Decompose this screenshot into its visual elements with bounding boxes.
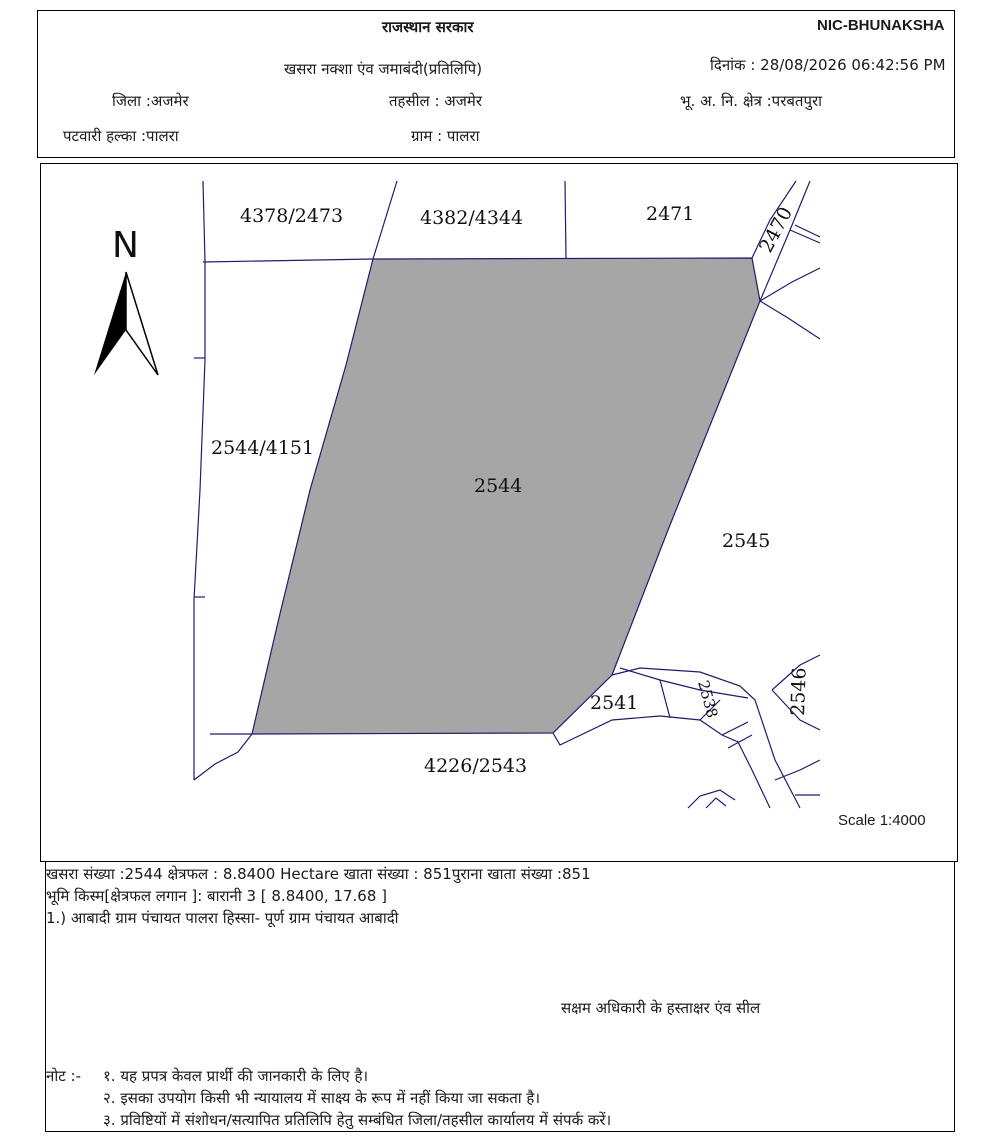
note-label: नोट :- (46, 1067, 82, 1085)
parcel-label-2538: 2538 (694, 678, 722, 720)
land-type-details: भूमि किस्म[क्षेत्रफल लगान ]: बारानी 3 [ 8.8400, 17.68 ] (46, 887, 387, 905)
note-item-3: ३. प्रविष्टियों में संशोधन/सत्यापित प्रतिलिपि हेतु सम्बंधित जिला/तहसील कार्यालय में संपर्क करें। (103, 1111, 612, 1129)
parcel-label-2470: 2470 (754, 203, 798, 257)
parcel-label-2471: 2471 (646, 203, 695, 225)
state-title: राजस्थान सरकार (382, 18, 474, 36)
document-title: खसरा नक्शा एंव जमाबंदी(प्रतिलिपि) (284, 60, 483, 78)
parcel-label-2541: 2541 (590, 692, 639, 714)
owner-details: 1.) आबादी ग्राम पंचायत पालरा हिस्सा- पूर्ण ग्राम पंचायत आबादी (46, 909, 399, 927)
district-label: जिला :अजमेर (112, 92, 189, 110)
parcel-label-4226-2543: 4226/2543 (424, 755, 528, 777)
parcel-label-2544: 2544 (474, 475, 523, 497)
north-arrow-icon (94, 225, 158, 375)
note-item-1: १. यह प्रपत्र केवल प्रार्थी की जानकारी के लिए है। (103, 1067, 369, 1085)
date-label: दिनांक : 28/08/2026 06:42:56 PM (710, 56, 946, 74)
brand-label: NIC-BHUNAKSHA (817, 17, 945, 34)
khasra-details: खसरा संख्या :2544 क्षेत्रफल : 8.8400 Hectare खाता संख्या : 851पुराना खाता संख्या :851 (46, 865, 591, 883)
village-label: ग्राम : पालरा (411, 127, 480, 145)
ri-area-label: भू. अ. नि. क्षेत्र :परबतपुरा (680, 92, 822, 110)
parcel-label-4382-4344: 4382/4344 (420, 207, 524, 229)
signature-label: सक्षम अधिकारी के हस्ताक्षर एंव सील (561, 999, 761, 1017)
parcel-label-2545: 2545 (722, 530, 771, 552)
patwari-halka-label: पटवारी हल्का :पालरा (63, 127, 179, 145)
tehsil-label: तहसील : अजमेर (389, 92, 482, 110)
note-item-2: २. इसका उपयोग किसी भी न्यायालय में साक्ष्य के रूप में नहीं किया जा सकता है। (103, 1089, 541, 1107)
parcel-label-4378-2473: 4378/2473 (240, 205, 344, 227)
north-label: N (112, 225, 139, 266)
scale-label: Scale 1:4000 (838, 812, 926, 829)
parcel-label-2544-4151: 2544/4151 (211, 437, 315, 459)
parcel-label-2546: 2546 (787, 667, 811, 717)
